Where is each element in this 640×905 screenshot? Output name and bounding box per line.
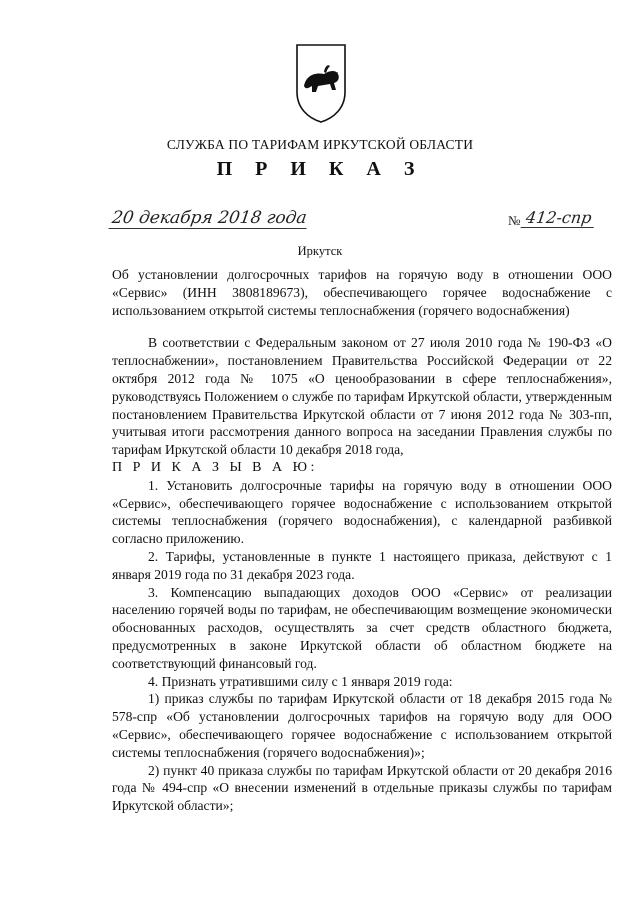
order-number-label: № [508,213,521,228]
document-type-title: П Р И К А З [216,158,424,180]
preamble-paragraph: В соответствии с Федеральным законом от 27 июля 2010 года № 190-ФЗ «О теплоснабжении», постановлением Правительства Российской Федерации от 22 октября 2012 года № 1075 «О ценообразовании в сфере теплоснабжения», руководствуясь Положением о службе по тарифам Иркутской области, утвержденным постановлением Правительства Иркутской области от 7 июня 2012 года № 303-пп, учитывая итоги рассмотрения данного вопроса на заседании Правления службы по тарифам Иркутской области 10 декабря 2018 года, [112,335,612,458]
item-2: 2. Тарифы, установленные в пункте 1 настоящего приказа, действуют с 1 января 2019 года по 31 декабря 2023 года. [112,548,612,582]
document-body [112,266,612,815]
city-name: Иркутск [297,244,343,258]
item-1: 1. Установить долгосрочные тарифы на горячую воду в отношении ООО «Сервис», обеспечивающего горячее водоснабжение с использованием открытой системы теплоснабжения (горячего водоснабжения), с календарной разбивкой согласно приложению. [112,477,612,547]
item-4-subitem-1: 1) приказ службы по тарифам Иркутской области от 18 декабря 2015 года № 578-спр «Об установлении долгосрочных тарифов на горячую воду для ООО «Сервис», обеспечивающего горячее водоснабжение с использованием открытой системы теплоснабжения (горячего водоснабжения)»; [112,691,612,760]
order-number-handwritten: 412-спр [521,208,597,228]
coat-of-arms-emblem [294,42,348,124]
item-3: 3. Компенсацию выпадающих доходов ООО «Сервис» от реализации населению горячей воды по тарифам, не обеспечивающим возмещение экономически обоснованных расходов, осуществлять за счет средств областного бюджета, предусмотренных в законе Иркутской области об областном бюджете на соответствующий финансовый год. [112,584,612,671]
order-date-handwritten: 20 декабря 2018 года [109,208,310,229]
item-4-subitem-2: 2) пункт 40 приказа службы по тарифам Иркутской области от 20 декабря 2016 года № 494-спр «О внесении изменений в отдельные приказы службы по тарифам Иркутской области»; [112,762,612,814]
agency-name: СЛУЖБА ПО ТАРИФАМ ИРКУТСКОЙ ОБЛАСТИ [166,137,474,152]
decree-word: П Р И К А З Ы В А Ю: [112,459,318,475]
item-4: 4. Признать утратившими силу с 1 января 2019 года: [148,673,453,689]
order-subject: Об установлении долгосрочных тарифов на горячую воду в отношении ООО «Сервис» (ИНН 3808189673), обеспечивающего горячее водоснабжение с использованием открытой системы теплоснабжения (горячего водоснабжения) [112,267,612,318]
